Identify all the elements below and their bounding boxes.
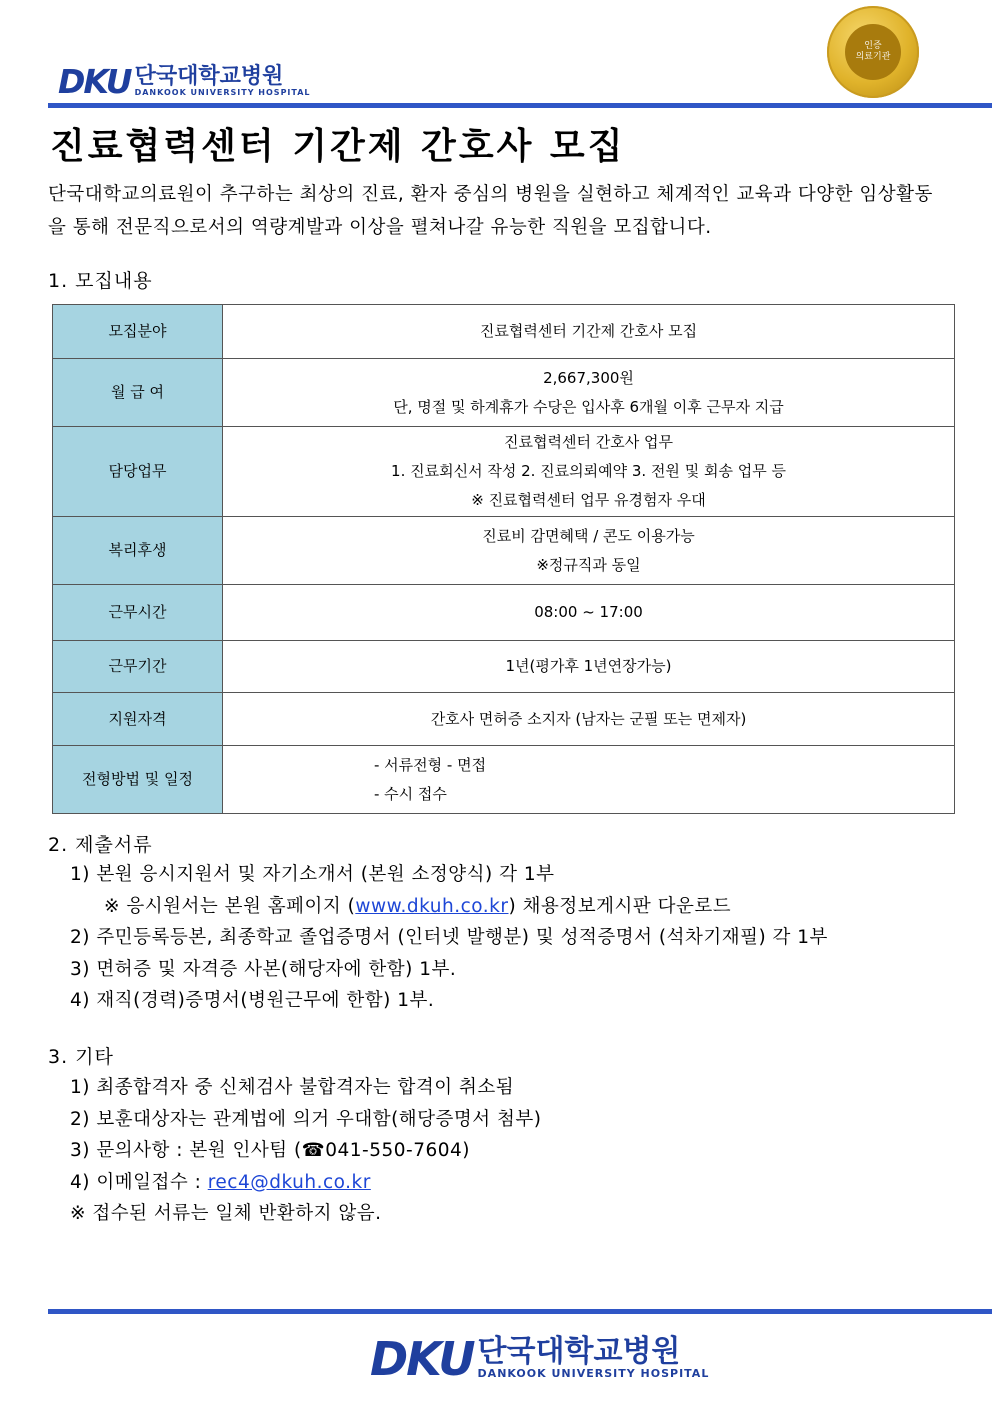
row-label: 지원자격 [53, 693, 223, 746]
footer-logo-mark: DKU [370, 1332, 474, 1386]
header-rule [48, 103, 992, 108]
recruitment-table [52, 304, 955, 814]
row-value: 간호사 면허증 소지자 (남자는 군필 또는 면제자) [223, 693, 955, 746]
header-logo [58, 62, 311, 101]
list-item: 1) 최종합격자 중 신체검사 불합격자는 합격이 취소됨 [70, 1077, 515, 1098]
list-item: 3) 문의사항 : 본원 인사팀 (☎041-550-7604) [70, 1140, 470, 1161]
row-value: 08:00 ~ 17:00 [223, 585, 955, 641]
intro-paragraph: 단국대학교의료원이 추구하는 최상의 진료, 환자 중심의 병원을 실현하고 체계적인 교육과 다양한 임상활동을 통해 전문직으로서의 역량계발과 이상을 펼쳐나갈 유능한 직원을 모집합니다. [48, 184, 933, 238]
row-label: 전형방법 및 일정 [53, 746, 223, 814]
documents-list [70, 859, 828, 1017]
section2-heading: 2. 제출서류 [48, 834, 153, 856]
footer-logo [370, 1332, 709, 1386]
list-item: 2) 주민등록등본, 최종학교 졸업증명서 (인터넷 발행분) 및 성적증명서 (석차기재필) 각 1부 [70, 927, 828, 948]
table-row [53, 517, 955, 585]
homepage-link[interactable]: www.dkuh.co.kr [355, 895, 509, 917]
list-item: 1) 본원 응시지원서 및 자기소개서 (본원 소정양식) 각 1부 [70, 864, 555, 885]
row-value: 1년(평가후 1년연장가능) [223, 641, 955, 693]
table-row [53, 359, 955, 427]
table-row [53, 305, 955, 359]
list-item: 4) 이메일접수 : rec4@dkuh.co.kr [70, 1171, 371, 1193]
row-value: 진료협력센터 간호사 업무 1. 진료회신서 작성 2. 진료의뢰예약 3. 전원 및 회송 업무 등 ※ 진료협력센터 업무 유경험자 우대 [223, 427, 955, 517]
table-row [53, 585, 955, 641]
table-row [53, 641, 955, 693]
certification-seal [827, 6, 919, 98]
row-value: 진료비 감면혜택 / 콘도 이용가능 ※정규직과 동일 [223, 517, 955, 585]
row-label: 담당업무 [53, 427, 223, 517]
row-label: 근무기간 [53, 641, 223, 693]
seal-text-2: 의료기관 [855, 52, 891, 62]
section3-heading: 3. 기타 [48, 1046, 114, 1068]
table-row [53, 746, 955, 814]
row-label: 월 급 여 [53, 359, 223, 427]
row-label: 모집분야 [53, 305, 223, 359]
email-link[interactable]: rec4@dkuh.co.kr [207, 1171, 371, 1193]
row-value: - 서류전형 - 면접 - 수시 접수 [223, 746, 955, 814]
table-row [53, 693, 955, 746]
page-title: 진료협력센터 기간제 간호사 모집 [50, 126, 626, 167]
list-item: ※ 접수된 서류는 일체 반환하지 않음. [70, 1203, 382, 1224]
seal-text-1: 인증 [864, 40, 882, 51]
footer-logo-english-name: DANKOOK UNIVERSITY HOSPITAL [477, 1367, 710, 1381]
row-value: 진료협력센터 기간제 간호사 모집 [223, 305, 955, 359]
list-item: 2) 보훈대상자는 관계법에 의거 우대함(해당증명서 첨부) [70, 1108, 542, 1130]
logo-english-name: DANKOOK UNIVERSITY HOSPITAL [134, 87, 311, 97]
section1-heading: 1. 모집내용 [48, 270, 153, 292]
list-item: ※ 응시원서는 본원 홈페이지 (www.dkuh.co.kr) 채용정보게시판 다운로드 [104, 895, 732, 917]
row-value: 2,667,300원 단, 명절 및 하계휴가 수당은 입사후 6개월 이후 근무자 지급 [223, 359, 955, 427]
logo-korean-name: 단국대학교병원 [134, 63, 284, 89]
footer-logo-korean-name: 단국대학교병원 [477, 1334, 681, 1370]
list-item: 3) 면허증 및 자격증 사본(해당자에 한함) 1부. [70, 958, 457, 980]
list-item: 4) 재직(경력)증명서(병원근무에 한함) 1부. [70, 990, 435, 1011]
footer-rule [48, 1309, 992, 1314]
logo-mark: DKU [58, 62, 131, 101]
row-label: 복리후생 [53, 517, 223, 585]
other-list [70, 1072, 542, 1230]
row-label: 근무시간 [53, 585, 223, 641]
table-row [53, 427, 955, 517]
